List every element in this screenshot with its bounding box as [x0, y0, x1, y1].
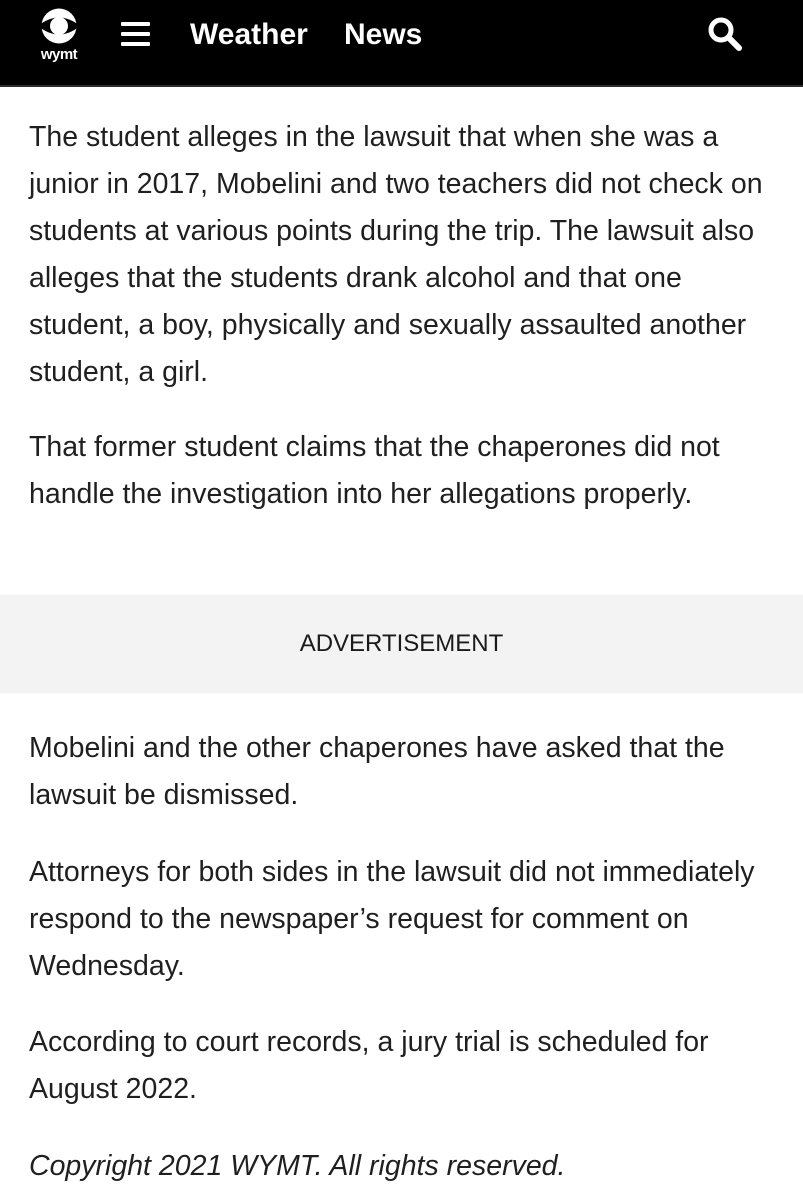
copyright-notice: Copyright 2021 WYMT. All rights reserved. — [29, 1150, 566, 1182]
logo-text: wymt — [40, 46, 78, 63]
nav-weather-link[interactable]: Weather — [190, 18, 308, 51]
hamburger-menu-icon[interactable] — [121, 22, 150, 46]
nav-news-link[interactable]: News — [344, 18, 423, 51]
advertisement-label: ADVERTISEMENT — [299, 630, 504, 657]
article-paragraph: That former student claims that the chaperones did not handle the investigation into her allegations properly. — [29, 431, 720, 510]
top-navigation-bar — [0, 0, 803, 87]
cbs-eye-icon — [30, 6, 88, 48]
article-paragraph: Attorneys for both sides in the lawsuit did not immediately respond to the newspaper’s request for comment on Wednesday. — [29, 856, 755, 982]
article-paragraph: The student alleges in the lawsuit that when she was a junior in 2017, Mobelini and two teachers did not check on students at various points during the trip. The lawsuit also alleges that the students drank alcohol and that one student, a boy, physically and sexually assaulted another student, a girl. — [29, 121, 763, 388]
article-paragraph: Mobelini and the other chaperones have asked that the lawsuit be dismissed. — [29, 732, 725, 811]
wymt-logo[interactable] — [30, 6, 88, 64]
search-icon[interactable] — [706, 15, 744, 53]
article-paragraph: According to court records, a jury trial is scheduled for August 2022. — [29, 1026, 709, 1105]
